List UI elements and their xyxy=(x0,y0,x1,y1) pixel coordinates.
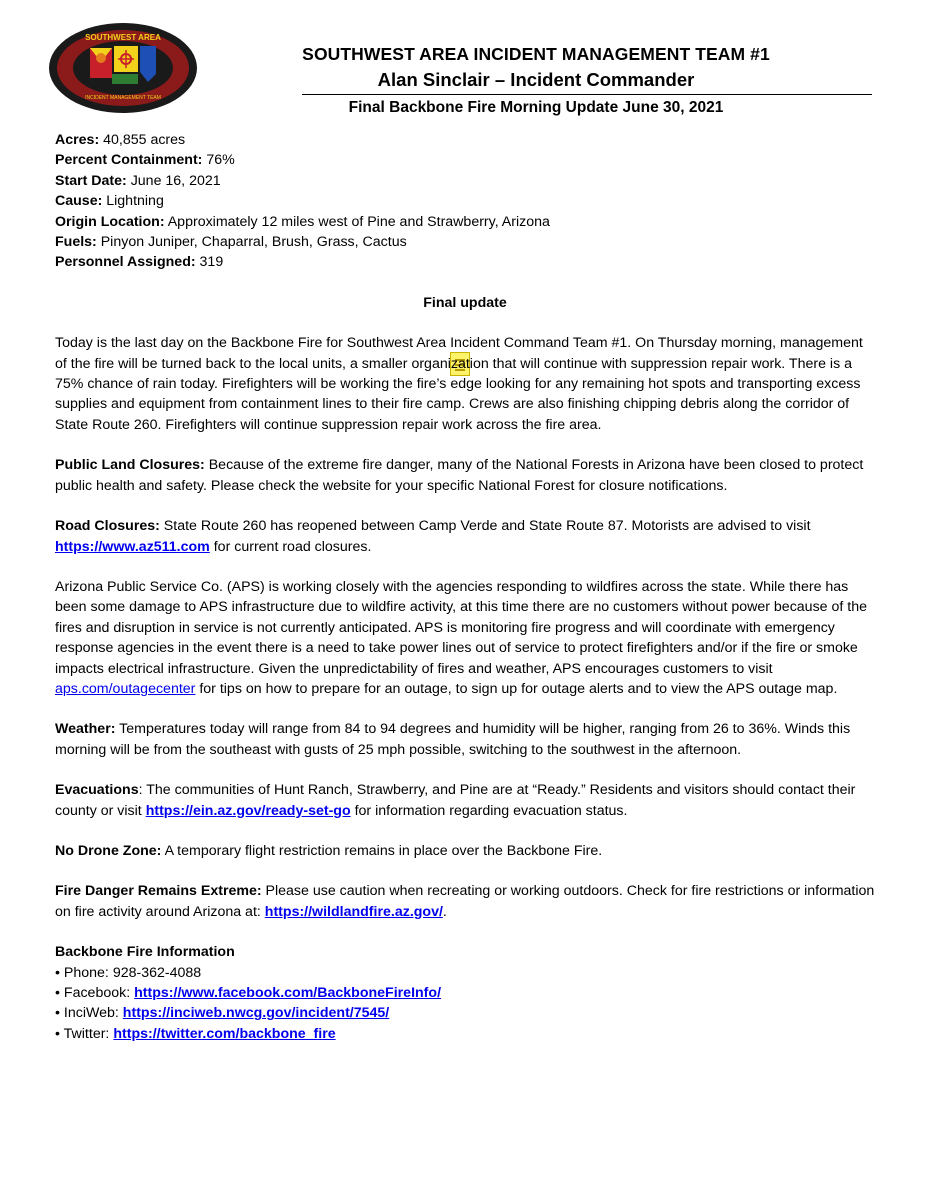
road-closures-paragraph: Road Closures: State Route 260 has reopened between Camp Verde and State Route 87. Motorists are advised to visit https://www.az511.com for current road closures. xyxy=(55,518,811,555)
land-closures-paragraph: Public Land Closures: Because of the extreme fire danger, many of the National Forests in Arizona have been closed to protect public health and safety. Please check the website for your specific National Forest for closure notifications. xyxy=(55,457,864,494)
header-divider xyxy=(302,94,872,95)
drone-paragraph: No Drone Zone: A temporary flight restriction remains in place over the Backbone Fire. xyxy=(55,842,603,859)
document-body xyxy=(55,130,875,1044)
fact-personnel: Personnel Assigned: 319 xyxy=(55,254,224,271)
wildlandfire-link[interactable]: https://wildlandfire.az.gov/ xyxy=(264,903,443,920)
info-heading: Backbone Fire Information xyxy=(55,944,235,961)
fact-origin: Origin Location: Approximately 12 miles west of Pine and Strawberry, Arizona xyxy=(55,213,550,230)
logo-bottom-text: INCIDENT MANAGEMENT TEAM xyxy=(85,95,161,101)
info-facebook: • Facebook: https://www.facebook.com/BackboneFireInfo/ xyxy=(55,985,442,1001)
info-twitter: • Twitter: https://twitter.com/backbone_fire xyxy=(55,1025,336,1042)
fire-danger-paragraph: Fire Danger Remains Extreme: Please use caution when recreating or working outdoors. Check for fire restrictions or information on fire activity around Arizona at: https://wildlandfire.az.gov/. xyxy=(55,883,875,920)
update-subtitle: Final Backbone Fire Morning Update June 30, 2021 xyxy=(348,99,724,116)
organization-title: SOUTHWEST AREA INCIDENT MANAGEMENT TEAM #1 xyxy=(302,44,770,64)
twitter-link[interactable]: https://twitter.com/backbone_fire xyxy=(113,1025,336,1042)
facebook-link[interactable]: https://www.facebook.com/BackboneFireInfo/ xyxy=(134,985,442,1001)
section-heading: Final update xyxy=(423,294,507,311)
info-phone: • Phone: 928-362-4088 xyxy=(55,964,202,981)
ready-set-go-link[interactable]: https://ein.az.gov/ready-set-go xyxy=(145,802,351,819)
weather-paragraph: Weather: Temperatures today will range from 84 to 94 degrees and humidity will be higher, ranging from 26 to 36%. Winds this morning will be from the southeast with gusts of 25 mph possible, switching to the southwest in the afternoon. xyxy=(55,721,851,758)
inciweb-link[interactable]: https://inciweb.nwcg.gov/incident/7545/ xyxy=(122,1005,390,1022)
team-logo-emblem xyxy=(48,22,198,114)
aps-paragraph: Arizona Public Service Co. (APS) is working closely with the agencies responding to wildfires across the state. While there has been some damage to APS infrastructure due to wildfire activity, at this time there are no customers without power because of the fires and disruption in service is not currently anticipated. APS is monitoring fire progress and will coordinate with emergency response agencies in the event there is a need to take power lines out of service to protect firefighters and/or if the fire or smoke impacts electrical infrastructure. Given the unpredictability of fires and weather, APS encourages customers to visit aps.com/outagecenter for tips on how to prepare for an outage, to sign up for outage alerts and to view the APS outage map. xyxy=(55,578,867,697)
fact-start-date: Start Date: June 16, 2021 xyxy=(55,172,221,189)
team-logo xyxy=(48,22,198,114)
az511-link[interactable]: https://www.az511.com xyxy=(55,538,210,555)
evacuations-paragraph: Evacuations: The communities of Hunt Ranch, Strawberry, and Pine are at “Ready.” Residents and visitors should contact their county or visit https://ein.az.gov/ready-set-go for information regarding evacuation status. xyxy=(55,782,856,819)
info-inciweb: • InciWeb: https://inciweb.nwcg.gov/incident/7545/ xyxy=(55,1005,390,1022)
commander-title: Alan Sinclair – Incident Commander xyxy=(377,69,695,90)
intro-paragraph: Today is the last day on the Backbone Fire for Southwest Area Incident Command Team #1. On Thursday morning, management of the fire will be turned back to the local units, a smaller organization that will continue with suppression repair work. There is a 75% chance of rain today. Firefighters will be working the fire’s edge looking for any remaining hot spots and transporting excess supplies and equipment from containment lines to their fire camp. Crews are also finishing chipping debris along the corridor of State Route 260. Firefighters will continue suppression repair work across the fire area. xyxy=(55,335,863,433)
fact-fuels: Fuels: Pinyon Juniper, Chaparral, Brush, Grass, Cactus xyxy=(55,234,407,251)
aps-outage-link[interactable]: aps.com/outagecenter xyxy=(55,680,196,697)
fact-cause: Cause: Lightning xyxy=(55,193,164,210)
fact-acres: Acres: 40,855 acres xyxy=(55,132,186,148)
fact-containment: Percent Containment: 76% xyxy=(55,152,235,169)
logo-top-text: SOUTHWEST AREA xyxy=(85,33,161,42)
